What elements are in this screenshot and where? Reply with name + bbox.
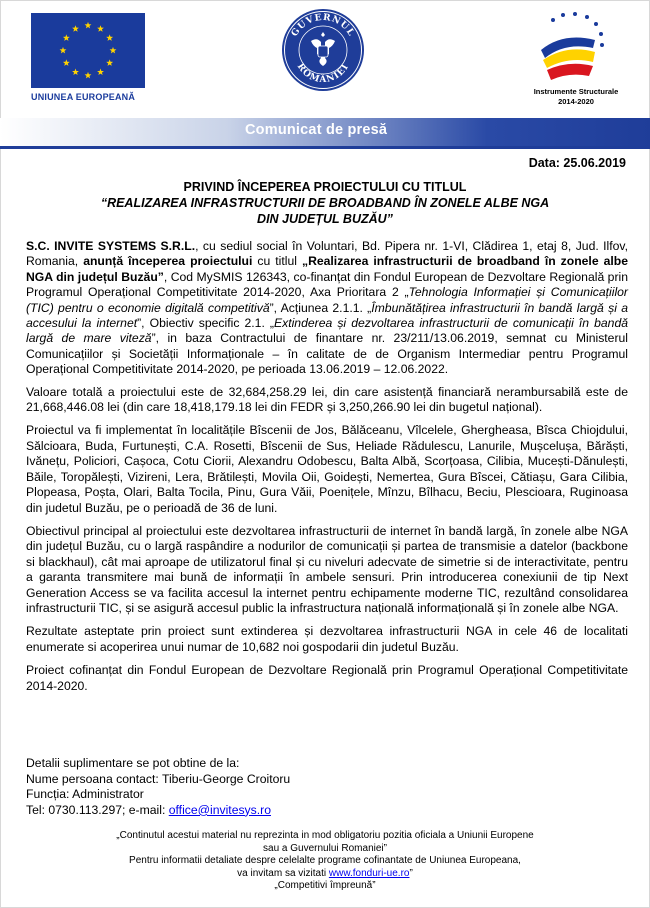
paragraph-cofinancing: Proiect cofinanțat din Fondul European de Dezvoltare Regională prin Programul Operațional Competitivitate 2014-2020. (26, 663, 628, 693)
footer-disclaimer-1: „Continutul acestui material nu reprezinta in mod obligatoriu pozitia oficiala a Uniunii Europene (116, 830, 534, 841)
email-link[interactable]: office@invitesys.ro (168, 802, 271, 817)
header (0, 0, 650, 138)
struct-label-line1: Instrumente Structurale (533, 87, 619, 96)
eu-label: UNIUNEA EUROPEANĂ (31, 92, 136, 102)
instrumente-structurale-logo (533, 10, 608, 88)
intro-italic-2: Îmbunătățirea infrastructurii în bandă largă și a accesului la internet (26, 300, 628, 331)
paragraph-intro (26, 239, 628, 378)
document-title (38, 179, 612, 227)
intro-bold-1: anunță începerea proiectului (83, 254, 253, 269)
seal-text-top: GUVERNUL (289, 12, 357, 39)
paragraph-objective: Obiectivul principal al proiectului este dezvoltarea infrastructurii de internet în bandă largă, în zonele albe NGA din județul Buzău, cu o largă raspândire a nodurilor de comunicații și partea de transmisie a datelor (backbone si blackhaul), cât mai aproape de utilizatorul final și cu niveluri adecvate de simetrie si de interactivitate, pentru a garanta transmitere mai bună de informații în ambele sensuri. Prin introducerea conexiunii de tip Next Generation Access se va facilita accesul la internet pentru echipamente moderne TIC, rezultând consolidarea infrastructurii TIC, și se asigură accesul public la infrastructura națională informațională și în zonele albe NGA. (26, 523, 628, 615)
intro-italic-3: Extinderea și dezvoltarea infrastructurii de comunicații în bandă largă de mare viteză (26, 316, 629, 346)
eu-flag-logo (31, 13, 145, 88)
title-line-1: PRIVIND ÎNCEPEREA PROIECTULUI CU TITLUL (183, 180, 467, 194)
contact-tel: Tel: 0730.113.297; e-mail: (26, 802, 169, 817)
title-line-3: DIN JUDEȚUL BUZĂU” (257, 212, 393, 226)
intro-text-2: cu titlul (252, 254, 302, 269)
footer-visit-end: ” (409, 867, 413, 879)
footer (10, 830, 640, 893)
paragraph-value: Valoare totală a proiectului este de 32,684,258.29 lei, din care asistență financiară nerambursabilă este de 21,668,446.08 lei (din care 18,418,179.18 lei din FEDR și 3,250,266.90 lei din bugetul național). (26, 384, 628, 415)
footer-visit-text: va invitam sa vizitati (237, 867, 329, 879)
paragraph-results: Rezultate asteptate prin proiect sunt extinderea și dezvoltarea infrastructurii NGA in cele 46 de localitati enumerate si acoperirea unui numar de 10,682 noi gospodarii din judetul Buzău. (26, 624, 628, 654)
footer-slogan: „Competitivi împreună” (274, 880, 376, 891)
struct-label (511, 87, 641, 107)
intro-italic-1: Tehnologia Informației și Comunicațiilor (TIC) pentru o economie digitală competitivă (26, 285, 628, 315)
footer-info: Pentru informatii detaliate despre celelalte programe cofinantate de Uniunea Europeana, (129, 855, 521, 866)
banner-rule (0, 146, 650, 149)
details-line-1: Detalii suplimentare se pot obtine de la: (26, 756, 240, 770)
intro-text-1: , cu sediul social în Voluntari, Bd. Pipera nr. 1-VI, Clădirea 1, etaj 8, Jud. Ilfov, Romania, (26, 239, 629, 269)
contact-line (26, 803, 626, 819)
contact-name: Nume persoana contact: Tiberiu-George Croitoru (26, 771, 291, 786)
intro-text-6: ”, in baza Contractului de finantare nr. 23/211/13.06.2019, semnat cu Ministerul Comunicațiilor și Societății Informaționale – în calitate de de Organism Intermediar pentru Programul Operațional Competitivitate 2014-2020, pe perioada 13.06.2019 – 12.06.2022. (26, 331, 628, 377)
intro-text-4: ”, Acțiunea 2.1.1. „ (269, 300, 372, 315)
document-body (26, 239, 628, 702)
fonduri-ue-link[interactable]: www.fonduri-ue.ro (328, 867, 410, 879)
title-line-2: “REALIZAREA INFRASTRUCTURII DE BROADBAND ÎN ZONELE ALBE NGA (100, 196, 550, 210)
struct-label-line2: 2014-2020 (558, 97, 594, 106)
contact-function: Funcția: Administrator (26, 787, 144, 802)
document-date: Data: 25.06.2019 (528, 156, 626, 170)
company-name: S.C. INVITE SYSTEMS S.R.L. (26, 239, 196, 253)
project-name: „Realizarea infrastructurii de broadband în zonele albe NGA din județul Buzău” (26, 254, 629, 284)
seal-text-bottom: ROMÂNIEI (294, 61, 352, 86)
paragraph-localities: Proiectul va fi implementat în localitățile Bîscenii de Jos, Bălăceanu, Vîlcelele, Ghergheasa, Bîsca Chiojdului, Sălcioara, Buda, Furtunești, C.A. Rosetti, Bîscenii de Sus, Heliade Rădulescu, Lanurile, Mușcelușa, Bărăști, Ivănețu, Policiori, Cașoca, Cotu Ciorii, Alexandru Odobescu, Balta Albă, Scorțoasa, Cilibia, Mucești-Dănulești, Băile, Toropălești, Vizireni, Lera, Brătilești, Movila Oii, Goidești, Nemertea, Gura Bîscei, Cătiașu, Gara Cilibia, Plopeasa, Poșta, Olari, Balta Tocila, Pinu, Gura Văii, Poenițele, Mînzu, Bîlhacu, Beciu, Plescioara, Ruginoasa din judetul Buzău, pe o perioadă de 36 de luni. (26, 423, 628, 515)
intro-text-3: , Cod MySMIS 126343, co-finanțat din Fondul European de Dezvoltare Regională prin Programul Operațional Competitivitate 2014-2020, Axa Prioritara 2 „ (26, 269, 628, 300)
contact-details (26, 756, 626, 818)
intro-text-5: ”, Obiectiv specific 2.1. „ (137, 316, 274, 331)
footer-disclaimer-2: sau a Guvernului Romaniei” (263, 842, 387, 854)
government-seal-logo (281, 8, 365, 92)
eu-stars-icon (31, 13, 145, 88)
footer-visit (10, 868, 640, 881)
banner-title: Comunicat de presă (245, 122, 388, 138)
